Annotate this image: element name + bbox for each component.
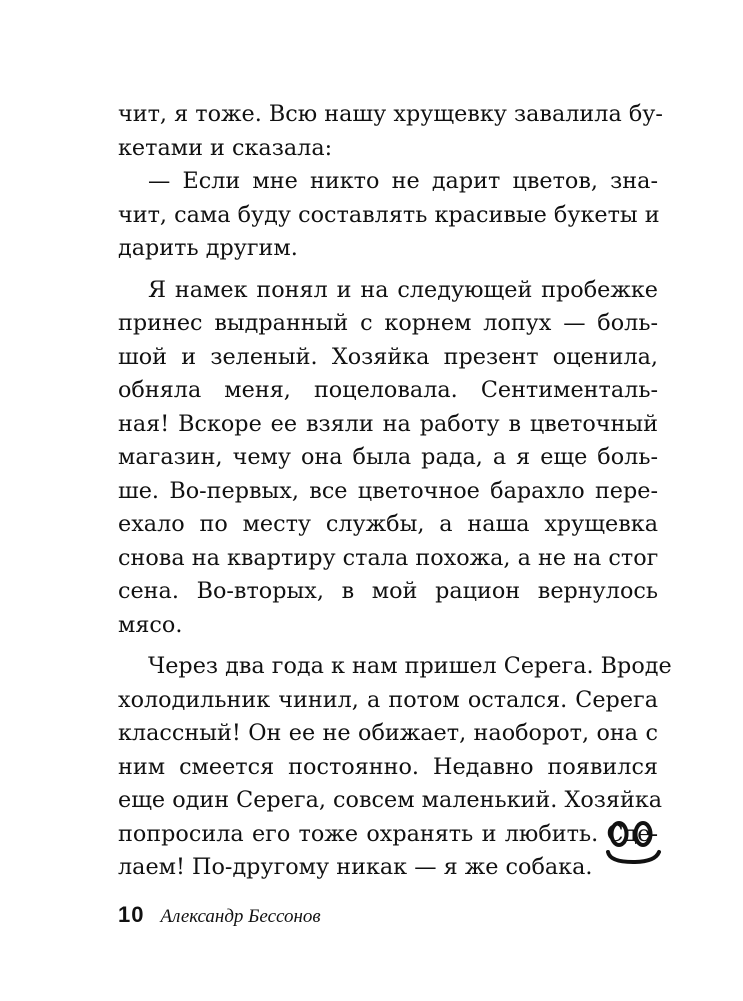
text-line: ехало по месту службы, а наша хрущевка — [118, 511, 658, 537]
text-line: снова на квартиру стала похожа, а не на стог — [118, 544, 659, 571]
smiley-face-icon — [602, 818, 664, 868]
text-line: лаем! По-другому никак — я же собака. — [118, 854, 593, 880]
text-line: — Если мне никто не дарит цветов, зна- — [148, 168, 658, 194]
text-line: чит, я тоже. Всю нашу хрущевку завалила бу- — [118, 101, 663, 127]
text-line: шой и зеленый. Хозяйка презент оценила, — [118, 343, 658, 370]
text-line: мясо. — [118, 611, 183, 638]
text-line: ная! Вскоре ее взяли на работу в цветочный — [118, 410, 658, 437]
running-title: Александр Бессонов — [160, 906, 321, 927]
text-line: чит, сама буду составлять красивые букеты и — [118, 201, 660, 228]
text-line: классный! Он ее не обижает, наоборот, она с — [118, 720, 658, 746]
text-line: Я намек понял и на следующей пробежке — [148, 276, 658, 303]
page-number: 10 — [118, 902, 145, 927]
body-text — [118, 98, 672, 885]
page-footer — [118, 902, 321, 932]
text-line: Через два года к нам пришел Серега. Вроде — [148, 653, 672, 679]
text-line: еще один Серега, совсем маленький. Хозяйка — [118, 787, 663, 813]
text-line: дарить другим. — [118, 235, 298, 261]
text-line: ним смеется постоянно. Недавно появился — [118, 753, 658, 780]
text-line: принес выдранный с корнем лопух — боль- — [118, 310, 658, 336]
text-line: магазин, чему она была рада, а я еще боль- — [118, 444, 658, 470]
text-line: обняла меня, поцеловала. Сентименталь- — [118, 377, 658, 403]
text-line: попросила его тоже охранять и любить. Сде- — [118, 820, 658, 847]
text-line: холодильник чинил, а потом остался. Серега — [118, 686, 658, 713]
text-line: ше. Во-первых, все цветочное барахло пере- — [118, 477, 658, 504]
text-line: сена. Во-вторых, в мой рацион вернулось — [118, 578, 658, 604]
text-line: кетами и сказала: — [118, 134, 333, 161]
